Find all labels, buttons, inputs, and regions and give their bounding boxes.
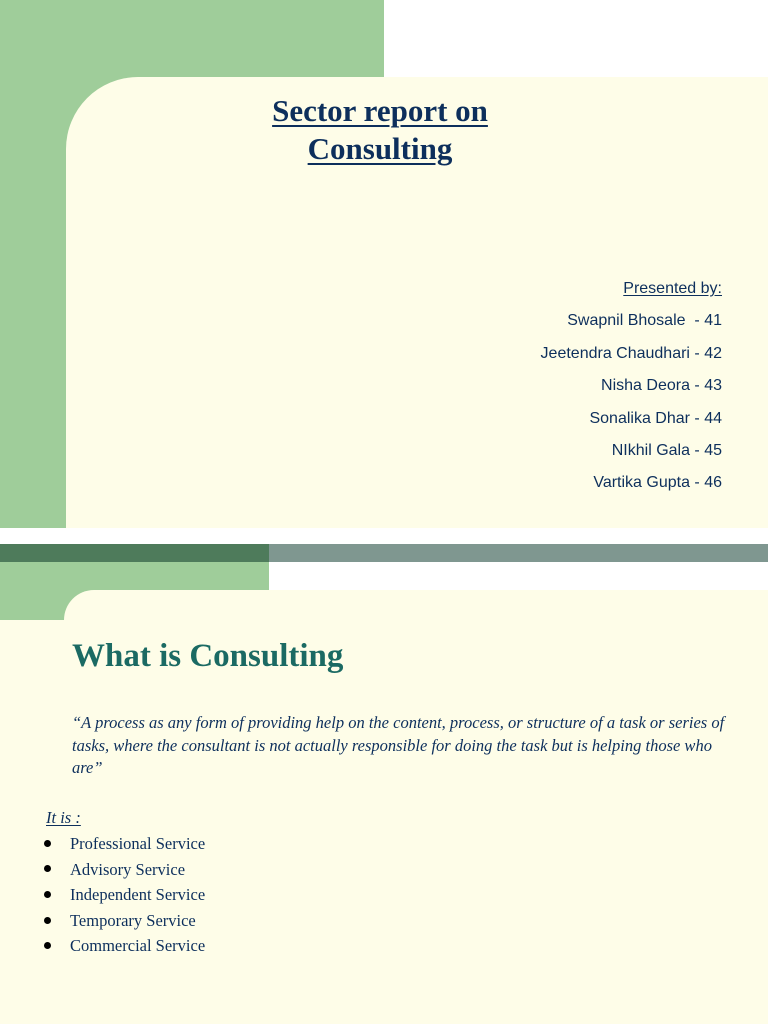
presenter-item: Jeetendra Chaudhari - 42 <box>540 344 722 362</box>
slide-heading: What is Consulting <box>72 638 344 674</box>
presented-by-label: Presented by: <box>623 280 722 297</box>
list-item <box>44 833 205 859</box>
list-item <box>44 859 205 885</box>
presenter-item: Sonalika Dhar - 44 <box>589 409 722 427</box>
bullet-dot-icon <box>44 917 51 924</box>
presenter-item: Swapnil Bhosale - 41 <box>567 312 722 330</box>
title-line-2: Consulting <box>307 131 453 166</box>
service-label: Independent Service <box>70 885 206 905</box>
service-label: Advisory Service <box>70 859 186 879</box>
decorative-dark-bar <box>0 544 269 562</box>
it-is-label: It is : <box>46 808 81 827</box>
bullet-dot-icon <box>44 840 51 847</box>
services-list <box>44 833 205 961</box>
definition-slide <box>0 528 768 1024</box>
service-label: Temporary Service <box>70 910 196 930</box>
title-line-1: Sector report on <box>272 93 488 128</box>
list-item <box>44 884 205 910</box>
decorative-cream-area <box>269 619 768 1024</box>
list-item <box>44 935 205 961</box>
presenter-item: NIkhil Gala - 45 <box>611 441 722 459</box>
list-item <box>44 910 205 936</box>
service-label: Commercial Service <box>70 936 206 956</box>
bullet-dot-icon <box>44 942 51 949</box>
definition-quote: “A process as any form of providing help on the content, process, or structure of a task or series of tasks, where the consultant is not actually responsible for doing the task but is helping those who are” <box>72 713 725 777</box>
bullet-dot-icon <box>44 891 51 898</box>
service-label: Professional Service <box>70 834 206 853</box>
bullet-dot-icon <box>44 865 51 872</box>
slide-title <box>180 92 580 168</box>
decorative-gray-bar <box>269 544 768 562</box>
presenters-list <box>541 277 722 504</box>
presenter-item: Vartika Gupta - 46 <box>593 474 722 492</box>
presenter-item: Nisha Deora - 43 <box>601 377 722 395</box>
